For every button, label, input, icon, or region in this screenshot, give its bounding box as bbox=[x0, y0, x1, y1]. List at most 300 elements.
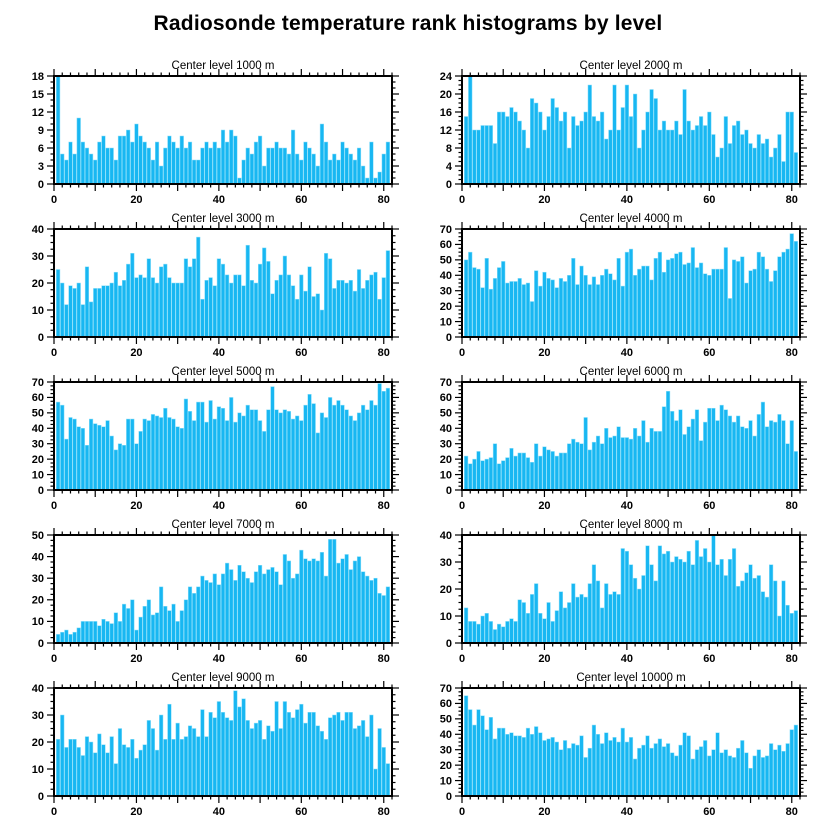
histogram-bar bbox=[337, 712, 341, 796]
histogram-bar bbox=[131, 419, 135, 490]
histogram-bar bbox=[246, 245, 250, 337]
histogram-bar bbox=[131, 600, 135, 643]
histogram-bar bbox=[312, 559, 316, 643]
y-tick-label: 10 bbox=[31, 616, 44, 629]
histogram-bar bbox=[736, 586, 740, 643]
histogram-bar bbox=[192, 259, 196, 337]
histogram-bar bbox=[782, 421, 786, 490]
histogram-bar bbox=[374, 578, 378, 643]
histogram-bars bbox=[464, 391, 797, 490]
histogram-bar bbox=[708, 562, 712, 643]
histogram-bar bbox=[163, 739, 167, 796]
histogram-bar bbox=[642, 266, 646, 337]
y-tick-label: 8 bbox=[445, 142, 452, 155]
histogram-bar bbox=[332, 288, 336, 337]
histogram-bar bbox=[654, 744, 658, 796]
histogram-bar bbox=[81, 428, 85, 490]
histogram-bar bbox=[769, 281, 773, 337]
histogram-bar bbox=[300, 275, 304, 337]
x-tick-label: 60 bbox=[295, 653, 308, 665]
histogram-bar bbox=[489, 621, 493, 643]
histogram-bar bbox=[506, 283, 510, 337]
histogram-bar bbox=[571, 439, 575, 490]
histogram-bar bbox=[378, 172, 382, 184]
histogram-bar bbox=[604, 584, 608, 643]
histogram-bar bbox=[225, 142, 229, 184]
histogram-bar bbox=[275, 280, 279, 337]
histogram-bar bbox=[481, 716, 485, 796]
histogram-bar bbox=[258, 565, 262, 643]
histogram-bars bbox=[464, 234, 797, 337]
histogram-bar bbox=[559, 121, 563, 184]
x-tick-label: 20 bbox=[130, 653, 143, 665]
histogram-bar bbox=[316, 294, 320, 337]
histogram-bar bbox=[732, 757, 736, 796]
histogram-bar bbox=[518, 600, 522, 643]
y-tick-label: 70 bbox=[439, 682, 452, 695]
histogram-svg bbox=[0, 209, 408, 362]
histogram-bar bbox=[345, 410, 349, 490]
histogram-bar bbox=[118, 621, 122, 643]
histogram-svg bbox=[0, 362, 408, 515]
histogram-bar bbox=[592, 565, 596, 643]
histogram-bar bbox=[637, 748, 641, 796]
histogram-bar bbox=[176, 283, 180, 337]
histogram-bar bbox=[637, 436, 641, 490]
histogram-bar bbox=[724, 117, 728, 185]
histogram-bar bbox=[337, 563, 341, 643]
histogram-bar bbox=[102, 619, 106, 643]
y-tick-label: 40 bbox=[439, 529, 452, 542]
histogram-bar bbox=[122, 745, 126, 796]
x-tick-label: 0 bbox=[50, 347, 58, 359]
x-tick-label: 80 bbox=[377, 500, 390, 512]
histogram-bar bbox=[703, 549, 707, 644]
histogram-bar bbox=[155, 142, 159, 184]
histogram-bar bbox=[73, 288, 77, 337]
histogram-bar bbox=[761, 757, 765, 796]
histogram-bar bbox=[670, 411, 674, 490]
histogram-bar bbox=[254, 572, 258, 643]
histogram-bar bbox=[765, 427, 769, 490]
histogram-bar bbox=[510, 108, 514, 185]
histogram-bar bbox=[720, 753, 724, 796]
histogram-bar bbox=[761, 144, 765, 185]
histogram-bar bbox=[617, 742, 621, 796]
histogram-bar bbox=[600, 608, 604, 643]
histogram-bar bbox=[184, 148, 188, 184]
subplot-title: Center level 10000 m bbox=[576, 672, 686, 684]
histogram-bar bbox=[275, 702, 279, 797]
histogram-bar bbox=[188, 411, 192, 490]
histogram-bar bbox=[539, 613, 543, 643]
y-tick-label: 10 bbox=[439, 316, 452, 329]
histogram-bar bbox=[699, 557, 703, 643]
histogram-bar bbox=[279, 413, 283, 490]
histogram-bar bbox=[337, 401, 341, 490]
histogram-bar bbox=[69, 417, 73, 490]
histogram-bar bbox=[258, 264, 262, 337]
histogram-bar bbox=[217, 259, 221, 337]
histogram-bar bbox=[357, 413, 361, 490]
histogram-bar bbox=[168, 278, 172, 337]
histogram-bar bbox=[262, 739, 266, 796]
x-tick-label: 40 bbox=[212, 653, 226, 665]
histogram-bar bbox=[489, 126, 493, 185]
histogram-bar bbox=[708, 112, 712, 184]
x-tick-label: 20 bbox=[130, 500, 143, 512]
histogram-bar bbox=[547, 117, 551, 185]
histogram-bar bbox=[650, 748, 654, 796]
histogram-bar bbox=[736, 416, 740, 490]
histogram-bar bbox=[790, 234, 794, 337]
histogram-bar bbox=[691, 759, 695, 796]
histogram-bars bbox=[56, 237, 389, 337]
histogram-bar bbox=[93, 621, 97, 643]
histogram-bar bbox=[567, 275, 571, 337]
histogram-bar bbox=[234, 580, 238, 643]
histogram-bar bbox=[654, 431, 658, 490]
histogram-bar bbox=[320, 310, 324, 337]
histogram-bar bbox=[56, 270, 60, 338]
histogram-bar bbox=[584, 757, 588, 796]
histogram-bar bbox=[172, 739, 176, 796]
histogram-bar bbox=[155, 416, 159, 490]
histogram-bar bbox=[580, 121, 584, 184]
histogram-bar bbox=[262, 431, 266, 490]
histogram-bar bbox=[201, 576, 205, 643]
histogram-bar bbox=[477, 710, 481, 796]
histogram-bar bbox=[118, 444, 122, 490]
histogram-bar bbox=[374, 272, 378, 337]
histogram-bar bbox=[196, 237, 200, 337]
histogram-bar bbox=[126, 130, 130, 184]
histogram-bar bbox=[159, 587, 163, 643]
x-tick-label: 0 bbox=[458, 653, 466, 665]
histogram-bar bbox=[324, 417, 328, 490]
histogram-bar bbox=[382, 278, 386, 337]
histogram-bar bbox=[539, 112, 543, 184]
histogram-bar bbox=[633, 578, 637, 643]
histogram-bar bbox=[666, 260, 670, 337]
histogram-bar bbox=[341, 405, 345, 490]
histogram-bar bbox=[551, 737, 555, 796]
histogram-bar bbox=[221, 130, 225, 184]
histogram-bar bbox=[749, 271, 753, 337]
histogram-bar bbox=[320, 413, 324, 490]
histogram-bar bbox=[642, 745, 646, 796]
histogram-bar bbox=[308, 267, 312, 337]
histogram-bar bbox=[308, 148, 312, 184]
histogram-bar bbox=[675, 254, 679, 337]
histogram-bar bbox=[229, 397, 233, 490]
histogram-bar bbox=[283, 554, 287, 643]
histogram-bar bbox=[320, 124, 324, 184]
histogram-bar bbox=[172, 142, 176, 184]
y-tick-label: 10 bbox=[31, 763, 44, 776]
x-tick-label: 20 bbox=[538, 806, 551, 818]
histogram-bar bbox=[600, 275, 604, 337]
histogram-bar bbox=[196, 587, 200, 643]
y-tick-label: 20 bbox=[439, 453, 452, 466]
histogram-bar bbox=[370, 715, 374, 796]
subplot-title: Center level 5000 m bbox=[171, 366, 275, 378]
histogram-bar bbox=[675, 421, 679, 490]
histogram-bar bbox=[547, 739, 551, 796]
histogram-bar bbox=[576, 442, 580, 490]
histogram-bar bbox=[85, 737, 89, 796]
histogram-bar bbox=[683, 434, 687, 490]
histogram-bar bbox=[213, 142, 217, 184]
histogram-bar bbox=[617, 258, 621, 337]
histogram-bar bbox=[592, 442, 596, 490]
histogram-bar bbox=[229, 570, 233, 643]
x-tick-label: 40 bbox=[212, 806, 226, 818]
histogram-bar bbox=[740, 581, 744, 643]
histogram-bar bbox=[493, 630, 497, 644]
histogram-bar bbox=[258, 136, 262, 184]
y-tick-label: 20 bbox=[31, 277, 44, 290]
histogram-bar bbox=[217, 585, 221, 643]
histogram-bar bbox=[675, 121, 679, 184]
histogram-bar bbox=[110, 737, 114, 796]
histogram-bar bbox=[769, 421, 773, 490]
histogram-bar bbox=[794, 153, 798, 185]
histogram-bar bbox=[679, 135, 683, 185]
histogram-bar bbox=[316, 166, 320, 184]
histogram-bar bbox=[106, 421, 110, 490]
y-tick-label: 50 bbox=[31, 407, 44, 420]
histogram-bar bbox=[345, 283, 349, 337]
histogram-bar bbox=[703, 422, 707, 490]
histogram-bar bbox=[295, 154, 299, 184]
histogram-bar bbox=[102, 427, 106, 490]
histogram-bar bbox=[526, 283, 530, 337]
histogram-bar bbox=[246, 578, 250, 643]
x-tick-label: 40 bbox=[620, 653, 634, 665]
histogram-bar bbox=[584, 275, 588, 337]
histogram-bar bbox=[271, 731, 275, 796]
histogram-bar bbox=[73, 739, 77, 796]
histogram-bar bbox=[147, 148, 151, 184]
histogram-bar bbox=[98, 626, 102, 643]
histogram-bar bbox=[679, 745, 683, 796]
y-tick-label: 20 bbox=[439, 88, 452, 101]
histogram-bar bbox=[357, 148, 361, 184]
histogram-bar bbox=[778, 745, 782, 796]
histogram-bar bbox=[497, 464, 501, 490]
histogram-bar bbox=[143, 419, 147, 490]
histogram-bar bbox=[60, 715, 64, 796]
histogram-bar bbox=[283, 256, 287, 337]
histogram-bar bbox=[522, 737, 526, 796]
y-tick-label: 0 bbox=[445, 178, 452, 191]
histogram-bar bbox=[126, 264, 130, 337]
histogram-bar bbox=[576, 597, 580, 643]
histogram-bar bbox=[757, 750, 761, 796]
histogram-bar bbox=[604, 269, 608, 337]
histogram-bar bbox=[510, 448, 514, 490]
histogram-bar bbox=[477, 130, 481, 184]
histogram-bar bbox=[196, 160, 200, 184]
histogram-bar bbox=[209, 712, 213, 796]
histogram-bar bbox=[217, 407, 221, 490]
x-tick-label: 80 bbox=[377, 347, 390, 359]
y-tick-label: 30 bbox=[439, 285, 452, 298]
x-tick-label: 60 bbox=[703, 806, 716, 818]
x-tick-label: 40 bbox=[212, 194, 226, 206]
histogram-bar bbox=[328, 539, 332, 643]
histogram-bar bbox=[778, 257, 782, 337]
histogram-bar bbox=[238, 707, 242, 796]
histogram-bar bbox=[497, 728, 501, 796]
histogram-bars bbox=[56, 539, 389, 643]
histogram-bar bbox=[646, 442, 650, 490]
histogram-bar bbox=[576, 745, 580, 796]
histogram-bar bbox=[559, 750, 563, 796]
x-tick-label: 60 bbox=[703, 500, 716, 512]
histogram-bar bbox=[304, 723, 308, 796]
x-tick-label: 80 bbox=[377, 806, 390, 818]
histogram-bar bbox=[378, 384, 382, 490]
histogram-bar bbox=[497, 624, 501, 643]
histogram-bar bbox=[337, 280, 341, 337]
histogram-bar bbox=[254, 283, 258, 337]
histogram-bar bbox=[481, 126, 485, 185]
histogram-bar bbox=[518, 736, 522, 796]
histogram-bar bbox=[370, 142, 374, 184]
histogram-bar bbox=[155, 750, 159, 796]
y-tick-label: 10 bbox=[439, 469, 452, 482]
histogram-bar bbox=[139, 136, 143, 184]
histogram-bar bbox=[699, 441, 703, 490]
histogram-bar bbox=[670, 562, 674, 643]
histogram-bar bbox=[300, 421, 304, 490]
histogram-bar bbox=[106, 753, 110, 796]
histogram-bar bbox=[468, 710, 472, 796]
histogram-bar bbox=[135, 758, 139, 796]
histogram-bar bbox=[98, 288, 102, 337]
histogram-bar bbox=[341, 142, 345, 184]
histogram-bar bbox=[332, 405, 336, 490]
histogram-bar bbox=[378, 729, 382, 797]
x-tick-label: 0 bbox=[458, 347, 466, 359]
histogram-bar bbox=[757, 414, 761, 490]
histogram-bar bbox=[712, 535, 716, 643]
histogram-bar bbox=[592, 117, 596, 185]
histogram-bar bbox=[679, 559, 683, 643]
histogram-bar bbox=[588, 85, 592, 184]
y-tick-label: 10 bbox=[31, 469, 44, 482]
histogram-bar bbox=[316, 561, 320, 643]
histogram-bar bbox=[646, 266, 650, 337]
histogram-bar bbox=[728, 298, 732, 337]
histogram-bar bbox=[353, 729, 357, 797]
histogram-bar bbox=[225, 421, 229, 490]
histogram-bar bbox=[250, 154, 254, 184]
histogram-bar bbox=[559, 278, 563, 337]
histogram-bar bbox=[609, 130, 613, 184]
histogram-bar bbox=[493, 144, 497, 185]
histogram-bar bbox=[712, 750, 716, 796]
histogram-bar bbox=[753, 436, 757, 490]
histogram-bar bbox=[110, 283, 114, 337]
histogram-bar bbox=[654, 99, 658, 185]
histogram-bar bbox=[262, 248, 266, 337]
y-tick-label: 70 bbox=[439, 376, 452, 389]
histogram-bar bbox=[782, 252, 786, 337]
histogram-bar bbox=[658, 739, 662, 796]
y-tick-label: 15 bbox=[31, 88, 44, 101]
histogram-bar bbox=[658, 546, 662, 643]
histogram-bar bbox=[143, 745, 147, 796]
histogram-bar bbox=[386, 587, 390, 643]
histogram-bar bbox=[312, 154, 316, 184]
histogram-bar bbox=[567, 148, 571, 184]
histogram-bar bbox=[159, 267, 163, 337]
histogram-bar bbox=[539, 733, 543, 796]
histogram-bar bbox=[93, 288, 97, 337]
histogram-bar bbox=[188, 587, 192, 643]
histogram-bar bbox=[201, 148, 205, 184]
histogram-bar bbox=[695, 126, 699, 185]
histogram-bar bbox=[633, 759, 637, 796]
histogram-bar bbox=[547, 450, 551, 490]
histogram-bar bbox=[184, 399, 188, 490]
x-tick-label: 60 bbox=[295, 194, 308, 206]
histogram-bar bbox=[159, 166, 163, 184]
histogram-bar bbox=[485, 730, 489, 796]
histogram-bar bbox=[337, 160, 341, 184]
histogram-bar bbox=[180, 611, 184, 643]
histogram-bar bbox=[213, 286, 217, 337]
histogram-bar bbox=[295, 710, 299, 796]
histogram-bar bbox=[761, 592, 765, 643]
x-tick-label: 60 bbox=[703, 347, 716, 359]
histogram-bar bbox=[580, 594, 584, 643]
histogram-bar bbox=[576, 126, 580, 185]
histogram-bar bbox=[324, 739, 328, 796]
y-tick-label: 50 bbox=[439, 713, 452, 726]
histogram-bar bbox=[56, 739, 60, 796]
histogram-bars bbox=[464, 76, 797, 184]
histogram-bar bbox=[135, 444, 139, 490]
histogram-bar bbox=[291, 578, 295, 643]
histogram-bar bbox=[250, 729, 254, 797]
histogram-bar bbox=[172, 419, 176, 490]
histogram-bar bbox=[650, 280, 654, 337]
histogram-bar bbox=[196, 737, 200, 796]
histogram-bar bbox=[637, 269, 641, 337]
histogram-bar bbox=[139, 431, 143, 490]
histogram-bar bbox=[205, 737, 209, 796]
histogram-bar bbox=[514, 456, 518, 490]
histogram-bar bbox=[374, 405, 378, 490]
histogram-bar bbox=[300, 550, 304, 643]
histogram-bar bbox=[485, 613, 489, 643]
histogram-bar bbox=[246, 405, 250, 490]
histogram-bar bbox=[629, 117, 633, 185]
histogram-bar bbox=[510, 733, 514, 796]
histogram-bar bbox=[642, 576, 646, 644]
histogram-bar bbox=[786, 249, 790, 337]
histogram-bar bbox=[238, 275, 242, 337]
histogram-bar bbox=[687, 427, 691, 490]
histogram-bar bbox=[691, 419, 695, 490]
histogram-bar bbox=[563, 740, 567, 796]
histogram-bar bbox=[794, 725, 798, 796]
histogram-bar bbox=[229, 283, 233, 337]
